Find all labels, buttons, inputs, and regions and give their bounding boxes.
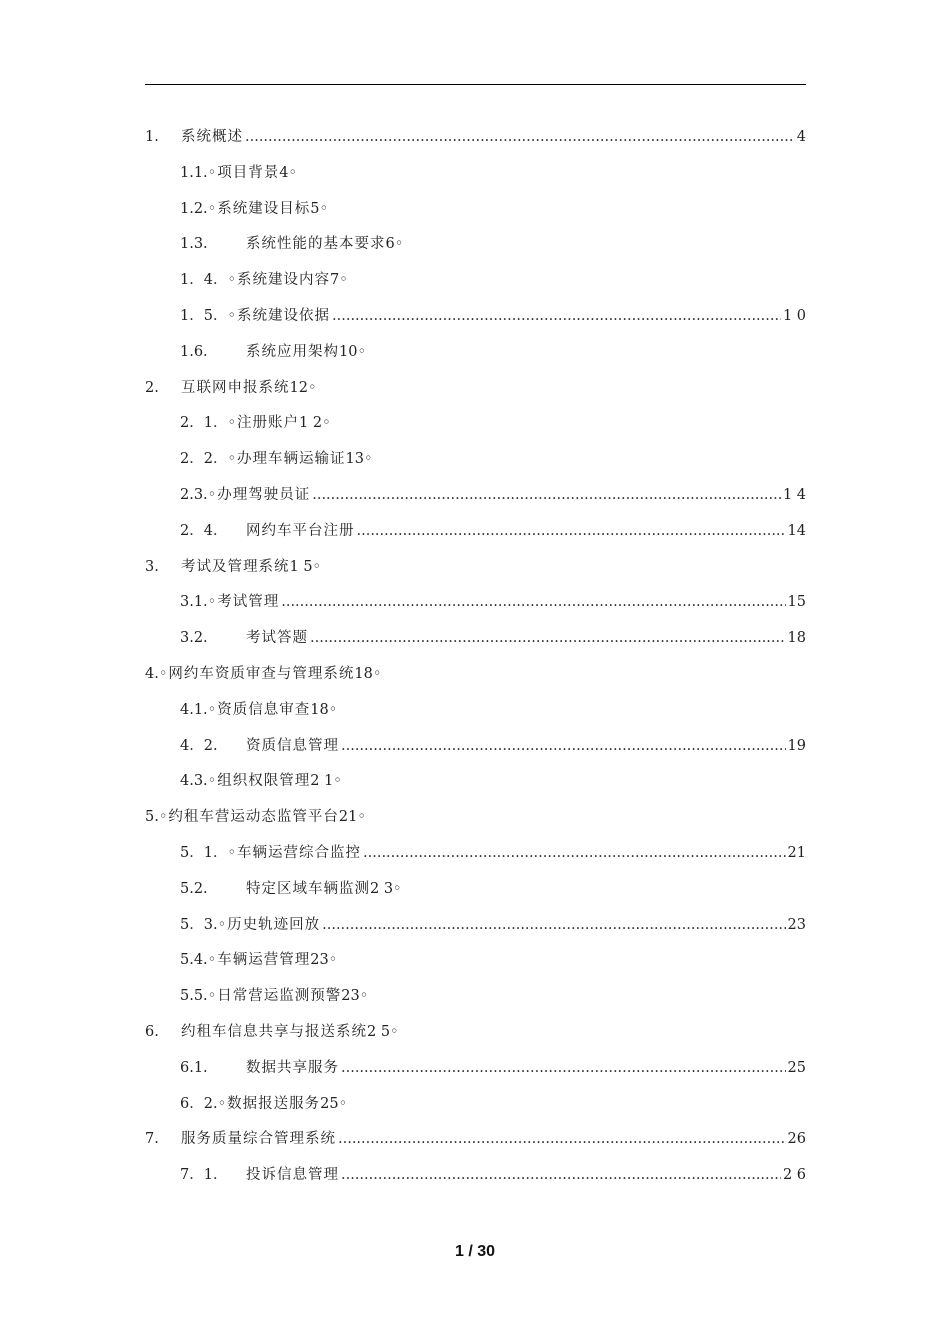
toc-entry-title: ◦组织权限管理: [207, 773, 311, 790]
toc-entry[interactable]: [180, 1164, 806, 1186]
toc-entry[interactable]: [180, 1057, 806, 1079]
toc-entry-number: 5.2.: [180, 880, 208, 897]
toc-entry-page: 4: [796, 129, 806, 145]
toc-entry-title: 考试及管理系统: [181, 558, 290, 575]
toc-entry-page: 26: [787, 1131, 806, 1148]
toc-entry-page: 2 5◦: [367, 1024, 399, 1040]
toc-entry[interactable]: [180, 1093, 806, 1115]
toc-entry[interactable]: [180, 269, 806, 291]
toc-entry[interactable]: [180, 878, 806, 900]
toc-entry-title: ◦系统建设内容: [227, 272, 331, 289]
toc-dot-leader: [341, 1057, 786, 1079]
toc-entry-page: 1 5◦: [289, 558, 322, 575]
toc-entry[interactable]: [180, 591, 806, 613]
toc-entry-title: 互联网申报系统: [181, 379, 290, 396]
toc-entry[interactable]: [180, 162, 806, 184]
toc-entry-number: 1.6.: [180, 343, 208, 360]
toc-entry[interactable]: [180, 770, 806, 792]
toc-entry-title: ◦网约车资质审查与管理系统: [158, 666, 355, 682]
toc-entry-number: 5.: [145, 809, 159, 826]
toc-entry-page: 18: [787, 630, 806, 647]
toc-entry-number: 4.1.: [180, 701, 208, 718]
toc-entry-title: ◦项目背景: [207, 164, 280, 181]
toc-entry[interactable]: [180, 914, 806, 936]
toc-entry-number: 3.2.: [180, 630, 208, 647]
toc-entry-title: 投诉信息管理: [246, 1167, 339, 1184]
toc-entry-number: 5．1．: [180, 845, 228, 861]
toc-entry-number: 4.: [145, 666, 159, 682]
toc-dot-leader: [322, 914, 785, 936]
toc-entry[interactable]: [145, 1021, 806, 1043]
toc-entry-page: 4◦: [279, 164, 298, 181]
toc-entry-page: 18◦: [310, 701, 338, 718]
toc-entry-number: 3.1.: [180, 594, 208, 611]
toc-entry-title: 数据共享服务: [246, 1059, 339, 1076]
toc-dot-leader: [245, 126, 795, 148]
toc-entry-number: 5.5.: [180, 988, 208, 1005]
toc-entry-page: 2 3◦: [370, 880, 402, 897]
toc-entry-title: 系统应用架构: [246, 343, 339, 360]
toc-entry-page: 23: [787, 916, 806, 933]
toc-entry[interactable]: [180, 699, 806, 721]
toc-entry[interactable]: [145, 556, 806, 578]
toc-entry-number: 7.: [145, 1131, 159, 1148]
toc-entry[interactable]: [180, 198, 806, 220]
toc-entry[interactable]: [180, 735, 806, 757]
toc-entry[interactable]: [180, 627, 806, 649]
page-number: 1 / 30: [454, 1243, 496, 1260]
toc-entry-title: ◦考试管理: [207, 594, 280, 611]
toc-entry-title: ◦历史轨迹回放: [217, 916, 321, 933]
toc-entry-title: ◦约租车营运动态监管平台: [158, 809, 339, 826]
toc-entry-page: 19: [787, 737, 806, 754]
toc-entry[interactable]: [180, 842, 806, 864]
toc-entry-number: 7．1．: [180, 1167, 228, 1184]
toc-entry-number: 1．4．: [180, 272, 228, 289]
toc-entry-title: 系统概述: [181, 129, 243, 145]
toc-entry-title: ◦车辆运营管理: [207, 952, 311, 969]
toc-entry-number: 5．3.: [180, 916, 218, 933]
toc-dot-leader: [357, 520, 786, 542]
toc-entry[interactable]: [180, 412, 806, 434]
toc-entry-page: 13◦: [345, 451, 373, 468]
toc-dot-leader: [341, 1164, 781, 1186]
toc-entry-title: 考试答题: [246, 630, 308, 647]
toc-entry-number: 1．5．: [180, 308, 228, 324]
toc-entry-number: 4.3.: [180, 773, 208, 790]
toc-entry-number: 6．2.: [180, 1095, 218, 1112]
toc-entry-page: 1 0: [782, 308, 806, 324]
toc-entry-title: 资质信息管理: [246, 737, 339, 754]
toc-entry-title: ◦注册账户: [227, 415, 300, 432]
toc-entry[interactable]: [180, 949, 806, 971]
toc-entry-number: 6.1.: [180, 1059, 208, 1076]
toc-entry-title: ◦办理车辆运输证: [227, 451, 346, 468]
toc-dot-leader: [312, 484, 781, 506]
toc-entry-number: 2．1．: [180, 415, 228, 432]
toc-entry-page: 21: [787, 845, 806, 861]
toc-entry-title: 网约车平台注册: [246, 522, 355, 539]
toc-entry[interactable]: [145, 1128, 806, 1150]
toc-entry[interactable]: [180, 305, 806, 327]
toc-entry[interactable]: [180, 520, 806, 542]
toc-entry-page: 15: [787, 594, 806, 611]
toc-entry[interactable]: [180, 341, 806, 363]
toc-entry[interactable]: [145, 377, 806, 399]
toc-entry-title: ◦系统建设依据: [227, 308, 331, 324]
toc-entry-title: 系统性能的基本要求: [246, 236, 386, 253]
toc-dot-leader: [310, 627, 786, 649]
toc-dot-leader: [332, 305, 781, 327]
toc-entry-page: 1 2◦: [299, 415, 331, 432]
toc-dot-leader: [338, 1128, 786, 1150]
toc-entry[interactable]: [180, 233, 806, 255]
toc-entry-number: 2．4．: [180, 522, 228, 539]
toc-entry-title: ◦日常营运监测预警: [207, 988, 342, 1005]
toc-entry[interactable]: [145, 663, 806, 685]
toc-entry-number: 4．2.: [180, 737, 218, 754]
toc-entry-title: ◦数据报送服务: [217, 1095, 321, 1112]
toc-entry-number: 3.: [145, 558, 159, 575]
toc-entry-number: 1.1.: [180, 164, 208, 181]
toc-entry-title: 约租车信息共享与报送系统: [181, 1024, 367, 1040]
toc-entry-title: ◦办理驾驶员证: [207, 487, 311, 503]
toc-entry[interactable]: [180, 985, 806, 1007]
toc-entry[interactable]: [145, 806, 806, 828]
toc-entry-page: 25: [787, 1059, 806, 1076]
toc-entry-title: ◦车辆运营综合监控: [227, 845, 362, 861]
toc-entry-page: 14: [787, 522, 806, 539]
toc-entry-page: 10◦: [339, 343, 367, 360]
toc-entry-number: 1.: [145, 129, 159, 145]
toc-entry[interactable]: [145, 126, 806, 148]
toc-entry[interactable]: [180, 484, 806, 506]
toc-entry-page: 1 4: [782, 487, 806, 503]
toc-entry-page: 6◦: [385, 236, 404, 253]
toc-entry-page: 25◦: [320, 1095, 348, 1112]
toc-entry-page: 21◦: [338, 809, 366, 826]
toc-entry-page: 2 1◦: [310, 773, 342, 790]
toc-entry-page: 5◦: [310, 200, 329, 217]
toc-entry-page: 18◦: [354, 666, 382, 682]
toc-dot-leader: [281, 591, 785, 613]
toc-entry-number: 1.2.: [180, 200, 208, 217]
toc-entry-title: ◦资质信息审查: [207, 701, 311, 718]
toc-dot-leader: [363, 842, 786, 864]
toc-entry-page: 2 6: [782, 1167, 806, 1184]
toc-entry-page: 23◦: [341, 988, 369, 1005]
toc-entry-number: 2．2．: [180, 451, 228, 468]
toc-entry-number: 2.: [145, 379, 159, 396]
toc-entry-number: 6.: [145, 1024, 159, 1040]
toc-entry-title: 服务质量综合管理系统: [181, 1131, 336, 1148]
toc-entry-title: 特定区域车辆监测: [246, 880, 370, 897]
toc-entry-number: 2.3.: [180, 487, 208, 503]
toc-entry[interactable]: [180, 448, 806, 470]
header-rule: [145, 84, 806, 85]
toc-entry-number: 1.3.: [180, 236, 208, 253]
toc-entry-page: 12◦: [289, 379, 317, 396]
toc-dot-leader: [341, 735, 786, 757]
toc-entry-page: 23◦: [310, 952, 338, 969]
toc-entry-number: 5.4.: [180, 952, 208, 969]
toc-entry-title: ◦系统建设目标: [207, 200, 311, 217]
toc-entry-page: 7◦: [330, 272, 348, 289]
